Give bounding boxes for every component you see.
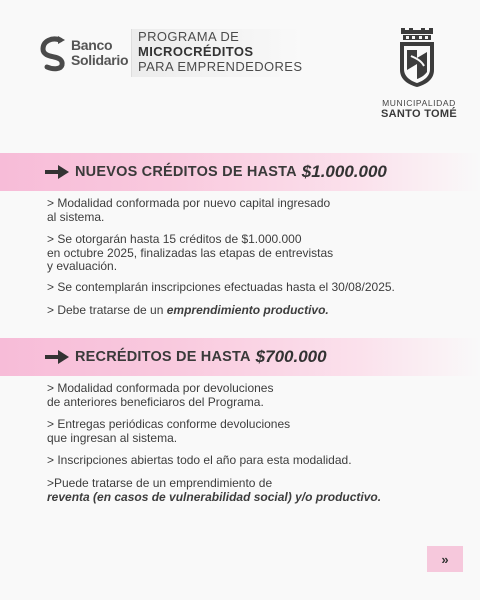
section1-body (47, 304, 447, 318)
santo-tome-shield-icon (397, 28, 437, 88)
section1-body (47, 281, 447, 295)
bank-name-line2: Solidario (71, 52, 129, 68)
section1-item-3: > Se contemplarán inscripciones efectuadas hasta el 30/08/2025. (47, 280, 395, 294)
municipality-name: SANTO TOMÉ (381, 108, 457, 120)
section1-title: NUEVOS CRÉDITOS DE HASTA (75, 164, 297, 180)
section1-body (47, 233, 447, 274)
section1-amount: $1.000.000 (301, 162, 387, 181)
section1-banner (0, 153, 480, 191)
section1-item-4-prefix: > Debe tratarse de un (47, 303, 167, 317)
banco-solidario-logo (38, 34, 130, 76)
section2-item-3: > Inscripciones abiertas todo el año para esta modalidad. (47, 453, 352, 467)
section2-banner (0, 338, 480, 376)
program-title (131, 29, 302, 77)
section1-body (47, 197, 447, 224)
bank-name-line1: Banco (71, 37, 113, 53)
program-line2: MICROCRÉDITOS (138, 44, 254, 59)
program-line1: PROGRAMA DE (138, 29, 240, 44)
section2-title: RECRÉDITOS DE HASTA (75, 349, 251, 365)
next-chevron-icon: » (441, 551, 449, 567)
arrow-right-icon (45, 350, 69, 364)
section2-body (47, 454, 447, 468)
section1-item-1: > Modalidad conformada por nuevo capital ingresado al sistema. (47, 196, 331, 224)
section2-item-4-prefix: >Puede tratarse de un emprendimiento de (47, 476, 273, 490)
section2-item-4-emphasis: reventa (en casos de vulnerabilidad social) y/o productivo. (47, 489, 382, 504)
section1-item-4-emphasis: emprendimiento productivo. (166, 303, 329, 317)
section2-item-2: > Entregas periódicas conforme devoluciones que ingresan al sistema. (47, 417, 291, 445)
arrow-right-icon (45, 165, 69, 179)
section2-body (47, 477, 447, 504)
program-line3: PARA EMPRENDEDORES (138, 59, 303, 74)
banco-solidario-logo-icon (38, 34, 70, 74)
section2-body (47, 418, 447, 445)
section2-item-1: > Modalidad conformada por devoluciones de anteriores beneficiaros del Programa. (47, 381, 274, 409)
section1-item-4 (47, 304, 447, 318)
municipality-logo (374, 28, 464, 128)
header (0, 0, 480, 150)
section2-amount: $700.000 (255, 347, 327, 366)
next-button[interactable] (427, 546, 463, 572)
section1-item-2: > Se otorgarán hasta 15 créditos de $1.000.000 en octubre 2025, finalizadas las etapas de entrevistas y evaluación. (47, 232, 334, 273)
municipality-label: MUNICIPALIDAD (382, 98, 456, 108)
section2-body (47, 382, 447, 409)
